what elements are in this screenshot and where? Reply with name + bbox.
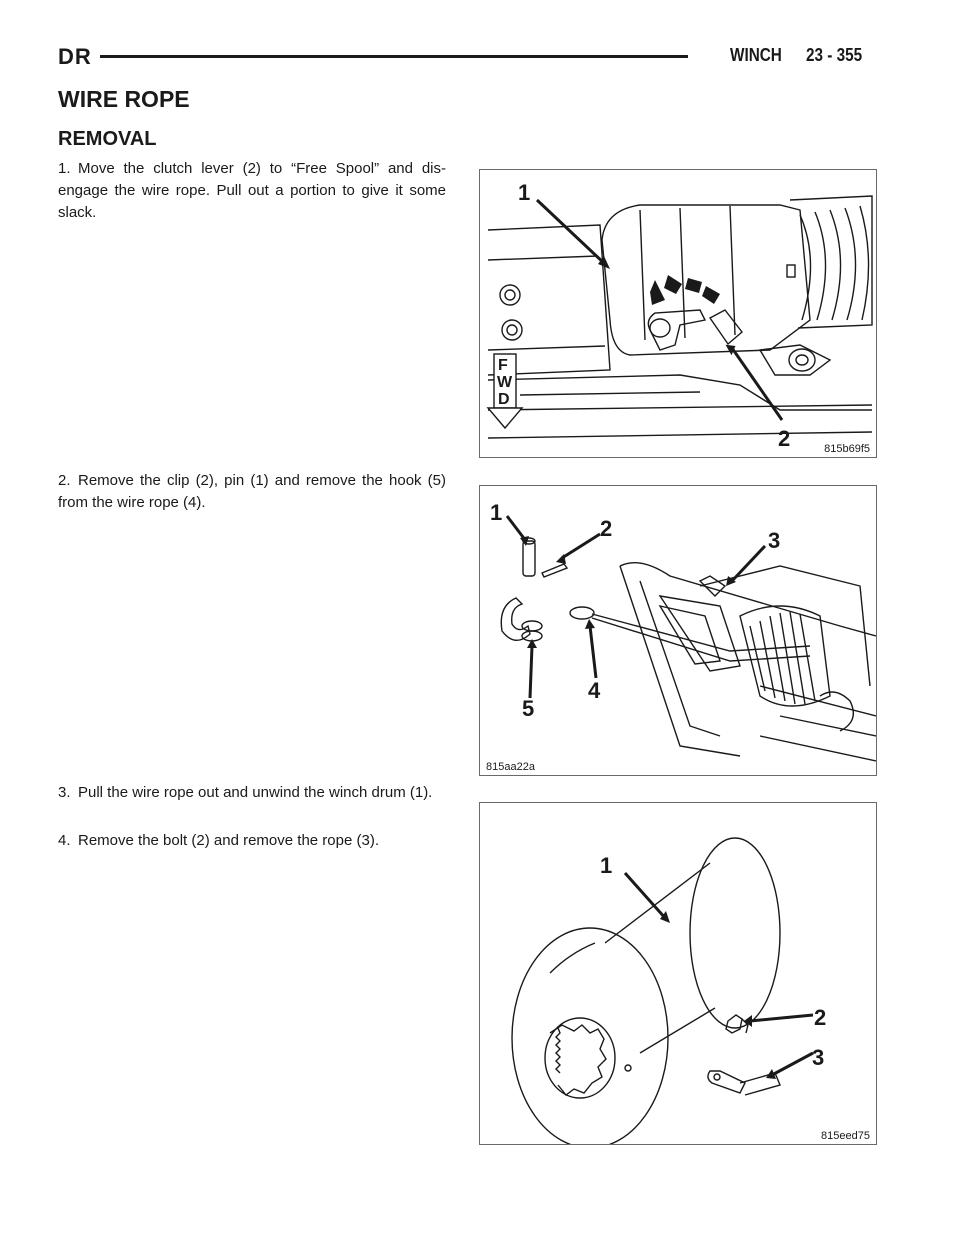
step-number: 1. (58, 160, 71, 177)
figure-code: 815aa22a (486, 761, 535, 773)
winch-drum-illustration (480, 803, 876, 1144)
clutch-lever-illustration (480, 170, 876, 457)
callout-4: 4 (588, 678, 601, 703)
callout-2: 2 (814, 1005, 827, 1030)
step-1 (58, 158, 446, 224)
section-subtitle: REMOVAL (58, 128, 157, 150)
fwd-arrow-icon (488, 354, 522, 428)
callout-2: 2 (600, 516, 613, 541)
callout-2: 2 (778, 426, 791, 451)
manual-code: DR (58, 44, 92, 69)
step-number: 4. (58, 832, 71, 849)
step-2 (58, 470, 446, 514)
step-3 (58, 782, 446, 804)
figure-hook-removal (479, 485, 877, 776)
callout-1: 1 (518, 180, 531, 205)
page-header (58, 44, 878, 74)
section-name: WINCH (730, 45, 782, 65)
callout-5: 5 (522, 696, 535, 721)
fwd-letter-f: F (498, 357, 508, 374)
page-title: WIRE ROPE (58, 86, 190, 112)
header-rule (100, 55, 688, 58)
step-text: Remove the clip (2), pin (1) and remove the hook (5) from the wire rope (4). (58, 472, 446, 511)
step-number: 2. (58, 472, 71, 489)
figure-code: 815b69f5 (824, 443, 870, 455)
step-4 (58, 830, 446, 852)
page-number: 23 - 355 (806, 45, 863, 65)
callout-1: 1 (600, 853, 613, 878)
step-text: Move the clutch lever (2) to “Free Spool” and dis- engage the wire rope. Pull out a portion to give it some slack. (58, 160, 446, 221)
callout-1: 1 (490, 500, 503, 525)
hook-removal-illustration (480, 486, 876, 775)
figure-winch-drum (479, 802, 877, 1145)
step-text: Pull the wire rope out and unwind the winch drum (1). (78, 784, 433, 801)
step-number: 3. (58, 784, 71, 801)
step-text: Remove the bolt (2) and remove the rope (3). (78, 832, 379, 849)
callout-3: 3 (768, 528, 781, 553)
figure-code: 815eed75 (821, 1130, 870, 1142)
fwd-letter-d: D (498, 391, 510, 408)
fwd-letter-w: W (497, 374, 513, 391)
figure-clutch-lever (479, 169, 877, 458)
callout-3: 3 (812, 1045, 825, 1070)
